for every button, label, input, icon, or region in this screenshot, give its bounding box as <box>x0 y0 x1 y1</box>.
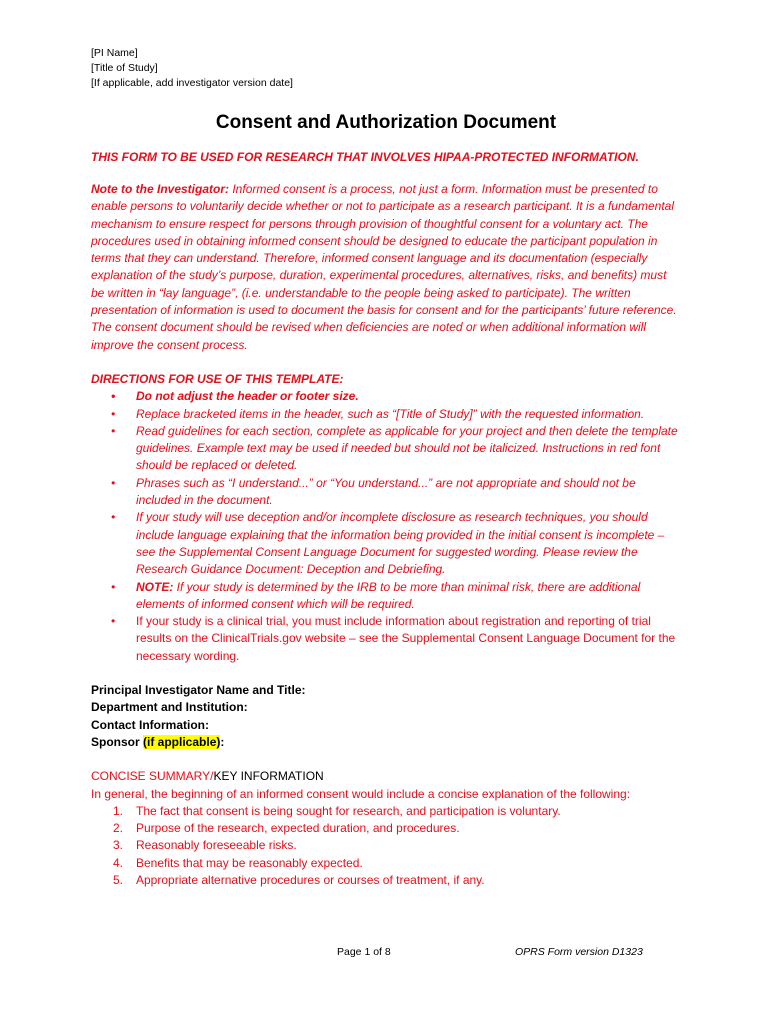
bullet-icon: • <box>111 475 116 490</box>
directions-list <box>91 388 681 665</box>
bullet-icon: • <box>111 579 116 594</box>
list-item: 1. The fact that consent is being sought for research, and participation is voluntary. <box>113 803 561 818</box>
bullet-icon: • <box>111 406 116 421</box>
list-item: • NOTE: If your study is determined by the IRB to be more than minimal risk, there are additional elements of informed consent which will be required. <box>111 579 641 611</box>
note-label: Note to the Investigator: <box>91 182 230 196</box>
list-item: • Do not adjust the header or footer size. <box>91 388 681 405</box>
sponsor-highlight: (if applicable) <box>143 734 221 749</box>
page-number: Page 1 of 8 <box>337 946 391 958</box>
list-item: 5. Appropriate alternative procedures or courses of treatment, if any. <box>113 872 485 887</box>
list-item: • Phrases such as “I understand...” or “You understand...” are not appropriate and should not be included in the document. <box>111 475 636 508</box>
bullet-icon: • <box>111 510 116 525</box>
header-pi-name: [PI Name] <box>91 47 138 59</box>
note-text: Informed consent is a process, not just a form. Information must be presented to enable persons to voluntarily decide whether or not to participate as a research participant. It is a fundamental mechanism to ensure respect for persons through provision of thoughtful consent for a voluntary act. The procedures used in obtaining informed consent should be designed to educate the participant population in terms that they can understand. Therefore, informed consent language and its documentation (especially explanation of the study’s purpose, duration, experimental procedures, alternatives, risks, and benefits) must be written in “lay language”, (i.e. understandable to the people being asked to participate). The written presentation of information is used to document the basis for consent and for the participants’ future reference. The consent document should be revised when deficiencies are noted or when additional information will improve the consent process. <box>91 182 677 352</box>
document-header <box>91 46 681 91</box>
field-pi-name-title: Principal Investigator Name and Title: <box>91 683 306 698</box>
list-item: 4. Benefits that may be reasonably expected. <box>113 855 363 870</box>
header-study-title: [Title of Study] <box>91 62 158 74</box>
field-sponsor: Sponsor (if applicable): <box>91 734 225 749</box>
field-contact-info: Contact Information: <box>91 717 209 732</box>
bullet-icon: • <box>111 423 116 438</box>
hipaa-warning: THIS FORM TO BE USED FOR RESEARCH THAT INVOLVES HIPAA-PROTECTED INFORMATION. <box>91 150 639 164</box>
list-item: • Read guidelines for each section, complete as applicable for your project and then delete the template guidelines. Example text may be used if needed but should not be italicized. Instructions in red font should be replaced or deleted. <box>111 423 678 473</box>
list-item: • If your study will use deception and/or incomplete disclosure as research techniques, you should include language explaining that the information being provided in the initial consent is incomplete – see the Supplemental Consent Language Document for suggested wording. Please review the Research Guidance Document: Deception and Debriefing. <box>111 510 665 577</box>
concise-summary-section <box>91 768 681 889</box>
investigator-note <box>91 181 681 354</box>
study-fields <box>91 682 681 751</box>
list-item: • If your study is a clinical trial, you must include information about registration and reporting of trial results on the ClinicalTrials.gov website – see the Supplemental Consent Language Document for the necessary wording. <box>111 614 676 663</box>
directions-title: DIRECTIONS FOR USE OF THIS TEMPLATE: <box>91 371 344 386</box>
bullet-icon: • <box>111 389 116 404</box>
field-department: Department and Institution: <box>91 700 248 715</box>
note-label: NOTE: <box>136 579 174 594</box>
page-title: Consent and Authorization Document <box>215 112 557 133</box>
concise-intro: In general, the beginning of an informed consent would include a concise explanation of the following: <box>91 786 631 801</box>
list-item: 2. Purpose of the research, expected duration, and procedures. <box>113 821 460 836</box>
list-item: 3. Reasonably foreseeable risks. <box>113 838 297 853</box>
list-item: • Replace bracketed items in the header, such as “[Title of Study]” with the requested information. <box>91 406 681 423</box>
concise-list <box>91 803 681 889</box>
concise-summary-heading: CONCISE SUMMARY/KEY INFORMATION <box>91 769 324 784</box>
bullet-icon: • <box>111 614 116 629</box>
document-page <box>91 46 681 889</box>
form-version: OPRS Form version D1323 <box>515 946 643 958</box>
header-version-date: [If applicable, add investigator version date] <box>91 77 293 89</box>
